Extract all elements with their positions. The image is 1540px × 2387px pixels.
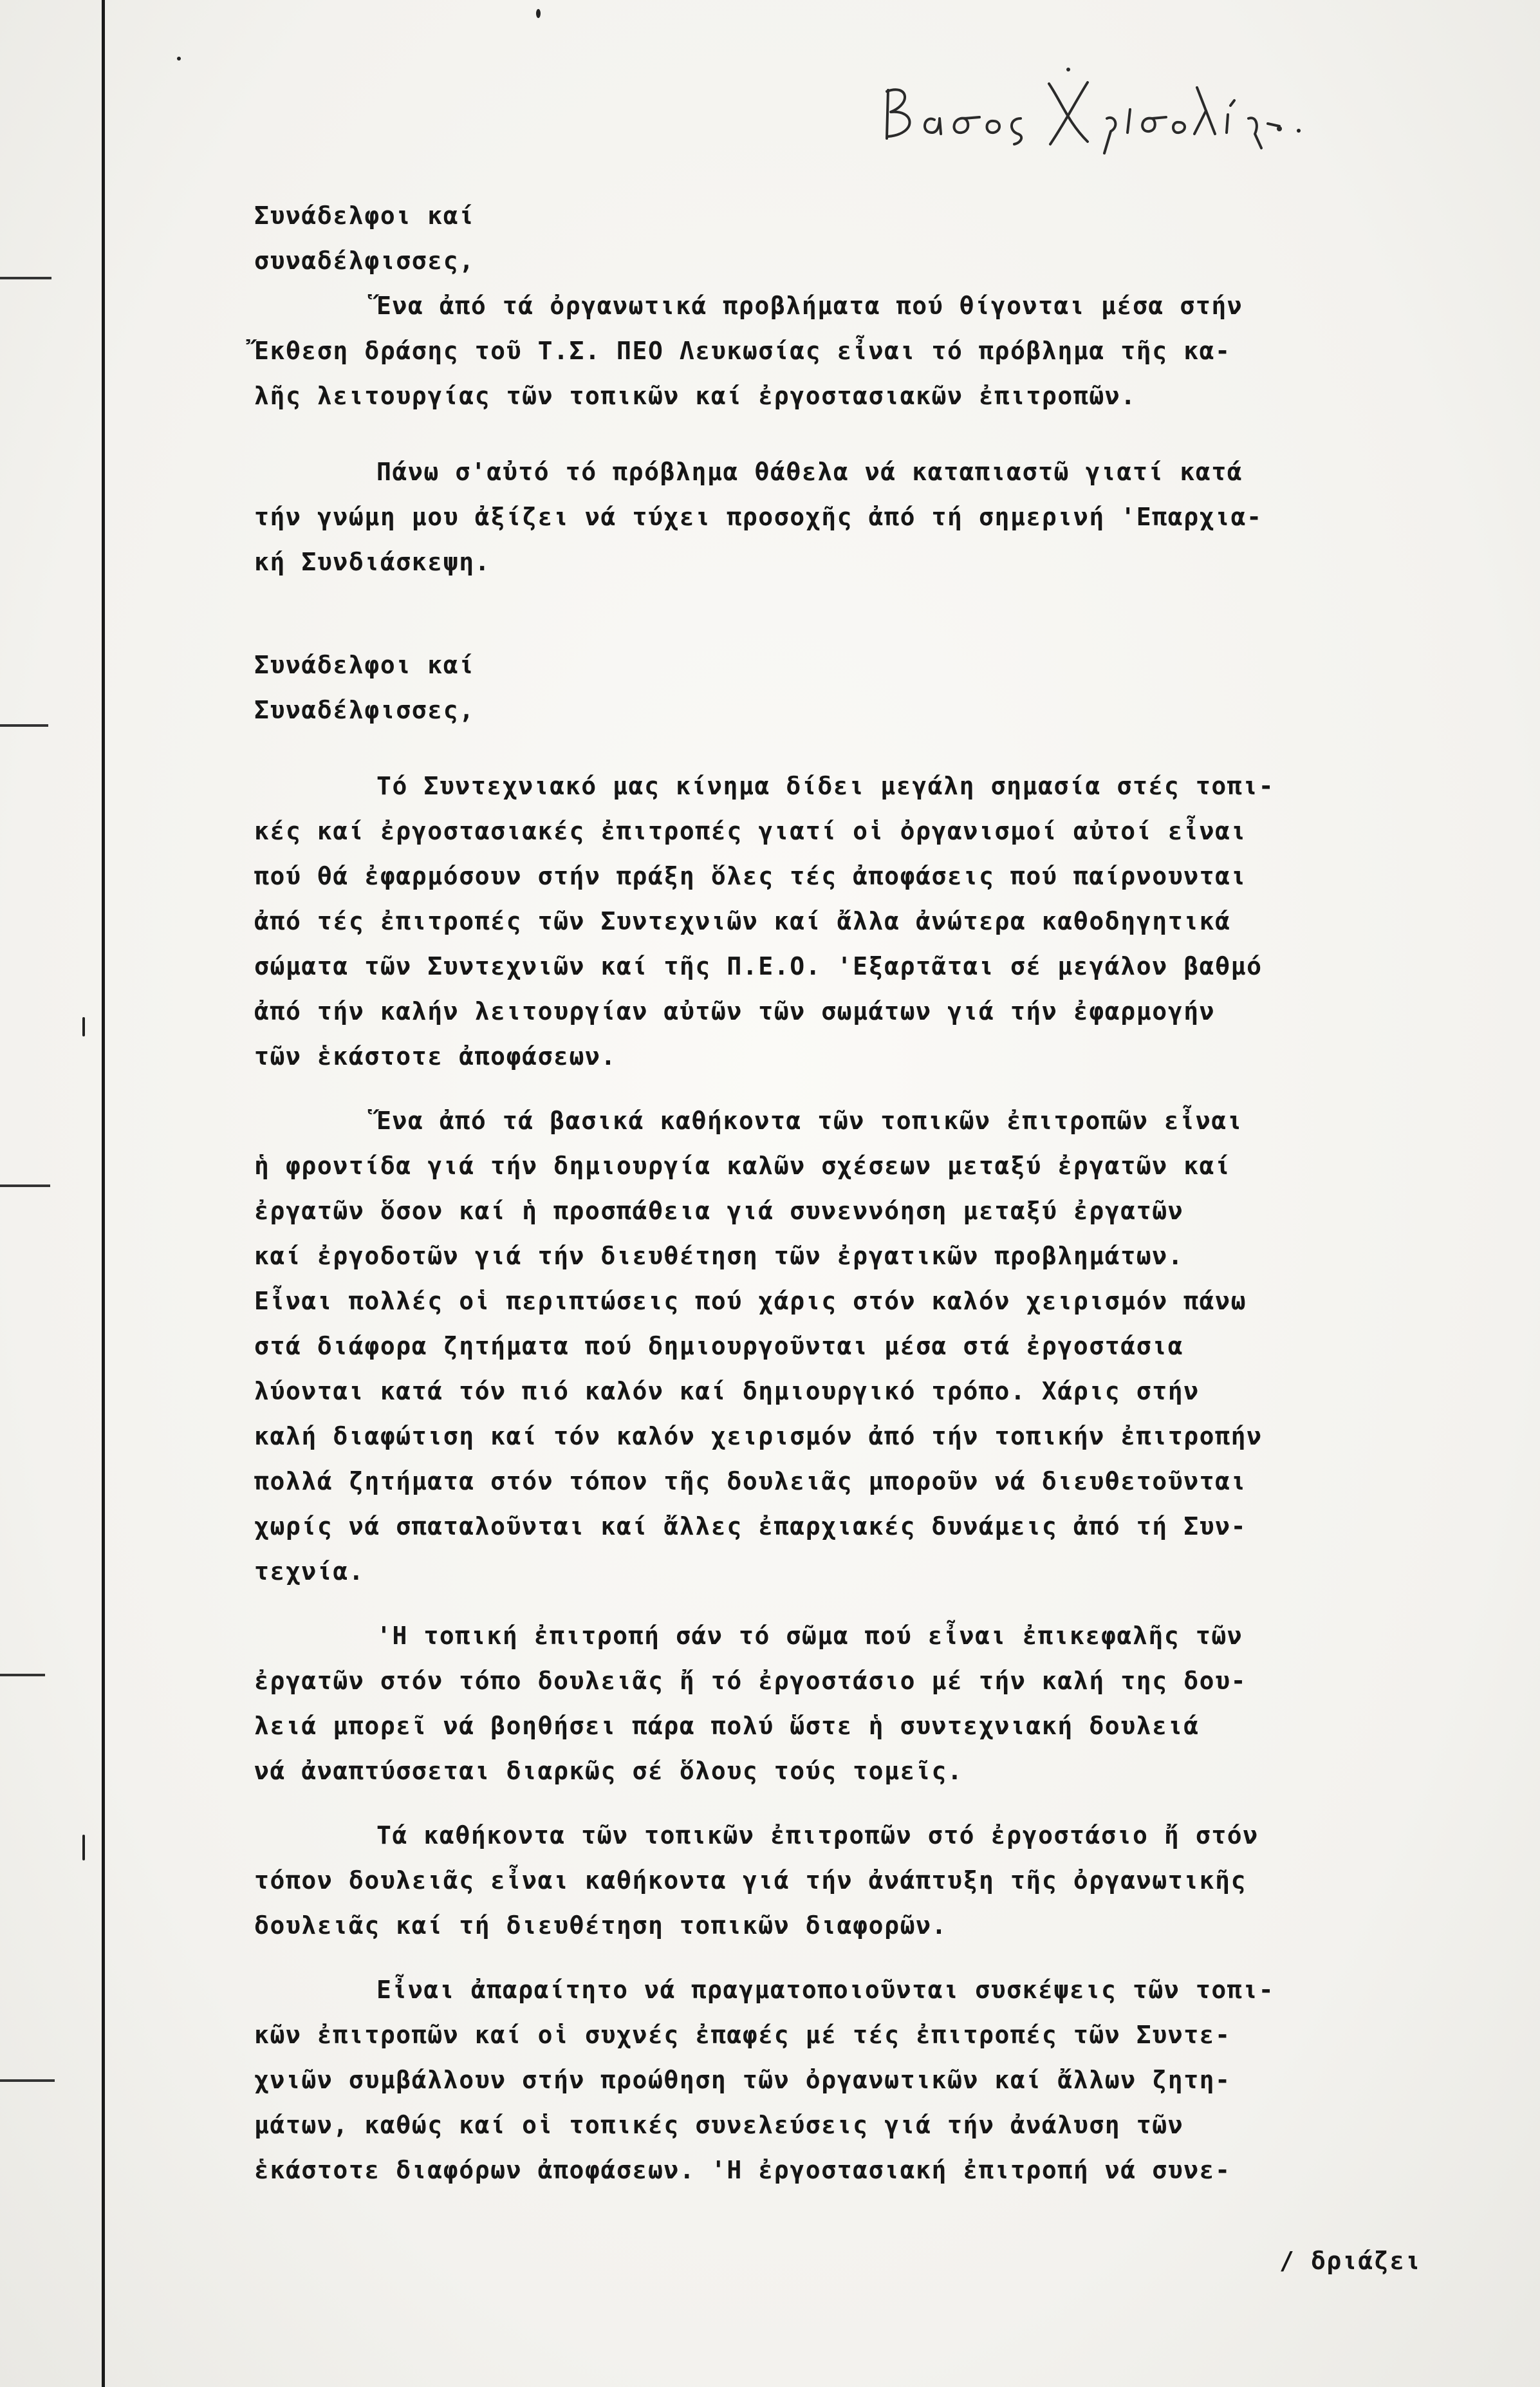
scan-speck [82, 1017, 85, 1036]
paragraph-line: κές καί ἐργοστασιακές ἐπιτροπές γιατί οἱ ὀργανισμοί αὐτοί εἶναι [254, 817, 1247, 845]
edge-mark [0, 1184, 50, 1187]
paragraph-line: Ἕνα ἀπό τά ὀργανωτικά προβλήματα πού θίγονται μέσα στήν [376, 292, 1243, 320]
greeting-line: Συνάδελφοι καί [254, 651, 475, 679]
greeting-line: συναδέλφισσες, [254, 247, 475, 275]
paragraph-line: Πάνω σ'αὐτό τό πρόβλημα θάθελα νά καταπιαστῶ γιατί κατά [376, 458, 1243, 486]
paragraph-line: ἐργατῶν στόν τόπο δουλειᾶς ἤ τό ἐργοστάσιο μέ τήν καλή της δου- [254, 1667, 1247, 1695]
document-body [254, 193, 1503, 2193]
paragraph-line: χνιῶν συμβάλλουν στήν προώθηση τῶν ὀργανωτικῶν καί ἄλλων ζητη- [254, 2066, 1231, 2094]
scan-speck [82, 1835, 85, 1860]
paragraph-line: ἀπό τήν καλήν λειτουργίαν αὐτῶν τῶν σωμάτων γιά τήν ἐφαρμογήν [254, 997, 1216, 1025]
paragraph-line: ἀπό τές ἐπιτροπές τῶν Συντεχνιῶν καί ἄλλα ἀνώτερα καθοδηγητικά [254, 907, 1231, 935]
paragraph-line: τῶν ἑκάστοτε ἀποφάσεων. [254, 1042, 617, 1071]
paragraph-line: μάτων, καθώς καί οἱ τοπικές συνελεύσεις γιά τήν ἀνάλυση τῶν [254, 2111, 1184, 2139]
paragraph-line: πού θά ἐφαρμόσουν στήν πράξη ὅλες τές ἀποφάσεις πού παίρνουνται [254, 862, 1247, 890]
paragraph-line: τήν γνώμη μου ἀξίζει νά τύχει προσοχῆς ἀπό τή σημερινή 'Επαρχια- [254, 503, 1263, 531]
greeting-line: Συναδέλφισσες, [254, 696, 475, 724]
scan-speck [536, 9, 541, 18]
paragraph-line: τεχνία. [254, 1557, 365, 1586]
continuation-word: / δριάζει [1279, 2247, 1422, 2275]
paragraph-line: πολλά ζητήματα στόν τόπον τῆς δουλειᾶς μποροῦν νά διευθετοῦνται [254, 1467, 1247, 1495]
paragraph-line: Εἶναι πολλές οἱ περιπτώσεις πού χάρις στόν καλόν χειρισμόν πάνω [254, 1287, 1247, 1315]
paragraph-line: 'Η τοπική ἐπιτροπή σάν τό σῶμα πού εἶναι ἐπικεφαλῆς τῶν [376, 1622, 1243, 1650]
paragraph-line: σώματα τῶν Συντεχνιῶν καί τῆς Π.Ε.Ο. 'Εξαρτᾶται σέ μεγάλον βαθμό [254, 952, 1263, 980]
paragraph-line: Ἕνα ἀπό τά βασικά καθήκοντα τῶν τοπικῶν ἐπιτροπῶν εἶναι [376, 1107, 1243, 1135]
paragraph-line: ἐργατῶν ὅσον καί ἡ προσπάθεια γιά συνεννόηση μεταξύ ἐργατῶν [254, 1197, 1184, 1225]
scan-speck [1297, 129, 1301, 133]
handwritten-signature [875, 64, 1287, 154]
greeting-line: Συνάδελφοι καί [254, 201, 475, 230]
paragraph-line: ἑκάστοτε διαφόρων ἀποφάσεων. 'Η ἐργοστασιακή ἐπιτροπή νά συνε- [254, 2156, 1231, 2184]
paragraph-line: Εἶναι ἀπαραίτητο νά πραγματοποιοῦνται συσκέψεις τῶν τοπι- [376, 1976, 1275, 2004]
paragraph-line: στά διάφορα ζητήματα πού δημιουργοῦνται μέσα στά ἐργοστάσια [254, 1332, 1184, 1360]
paragraph-line: κή Συνδιάσκεψη. [254, 548, 491, 576]
paragraph-line: κῶν ἐπιτροπῶν καί οἱ συχνές ἐπαφές μέ τές ἐπιτροπές τῶν Συντε- [254, 2021, 1231, 2049]
paragraph-line: Τό Συντεχνιακό μας κίνημα δίδει μεγάλη σημασία στές τοπι- [376, 772, 1275, 800]
edge-mark [0, 724, 48, 727]
paragraph-line: νά ἀναπτύσσεται διαρκῶς σέ ὅλους τούς τομεῖς. [254, 1757, 963, 1785]
paragraph-line: χωρίς νά σπαταλοῦνται καί ἄλλες ἐπαρχιακές δυνάμεις ἀπό τή Συν- [254, 1512, 1247, 1540]
left-margin-line [102, 0, 105, 2387]
paragraph-line: καλή διαφώτιση καί τόν καλόν χειρισμόν ἀπό τήν τοπικήν ἐπιτροπήν [254, 1422, 1263, 1450]
paragraph-line: Ἔκθεση δράσης τοῦ Τ.Σ. ΠΕΟ Λευκωσίας εἶναι τό πρόβλημα τῆς κα- [254, 337, 1231, 365]
scan-speck [177, 57, 181, 61]
paragraph-line: λειά μπορεῖ νά βοηθήσει πάρα πολύ ὥστε ἡ συντεχνιακή δουλειά [254, 1712, 1200, 1740]
edge-mark [0, 1674, 45, 1676]
paragraph-line: τόπον δουλειᾶς εἶναι καθήκοντα γιά τήν ἀνάπτυξη τῆς ὀργανωτικῆς [254, 1866, 1247, 1895]
paragraph-line: ἡ φροντίδα γιά τήν δημιουργία καλῶν σχέσεων μεταξύ ἐργατῶν καί [254, 1152, 1231, 1180]
paragraph-line: λύονται κατά τόν πιό καλόν καί δημιουργικό τρόπο. Χάρις στήν [254, 1377, 1200, 1405]
paragraph-line: καί ἐργοδοτῶν γιά τήν διευθέτηση τῶν ἐργατικῶν προβλημάτων. [254, 1242, 1184, 1270]
paragraph-line: δουλειᾶς καί τή διευθέτηση τοπικῶν διαφορῶν. [254, 1911, 948, 1940]
paragraph-line: Τά καθήκοντα τῶν τοπικῶν ἐπιτροπῶν στό ἐργοστάσιο ἤ στόν [376, 1821, 1259, 1849]
edge-mark [0, 2079, 55, 2082]
edge-mark [0, 277, 51, 279]
paragraph-line: λῆς λειτουργίας τῶν τοπικῶν καί ἐργοστασιακῶν ἐπιτροπῶν. [254, 382, 1136, 410]
